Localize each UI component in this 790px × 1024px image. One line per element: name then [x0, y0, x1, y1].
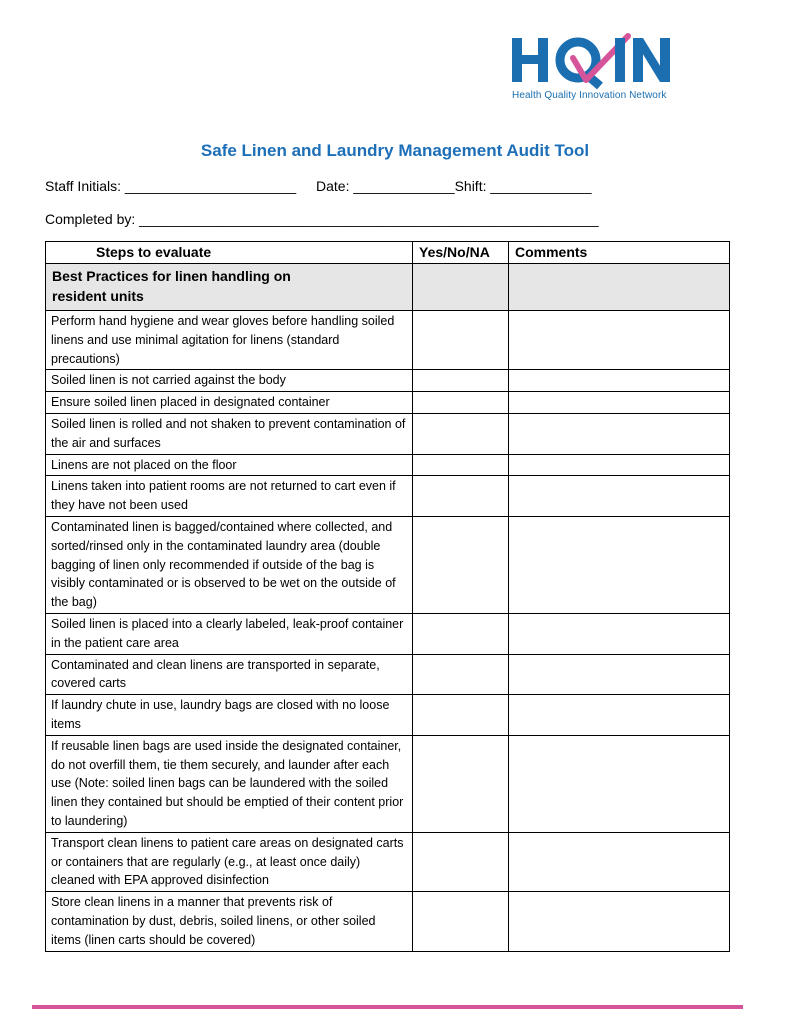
staff-initials-field[interactable]: Staff Initials: ______________________	[45, 178, 297, 194]
page-title: Safe Linen and Laundry Management Audit Tool	[200, 141, 590, 160]
step-text: Soiled linen is placed into a clearly labeled, leak-proof container in the patient care area	[46, 613, 413, 654]
yes-no-na-cell[interactable]	[413, 516, 509, 613]
table-row	[46, 311, 730, 370]
yes-no-na-cell[interactable]	[413, 695, 509, 736]
comments-cell[interactable]	[509, 735, 730, 832]
yes-no-na-cell[interactable]	[413, 370, 509, 392]
section-heading: Best Practices for linen handling on resident units	[46, 264, 413, 311]
comments-cell[interactable]	[509, 392, 730, 414]
header-yes-no-na: Yes/No/NA	[413, 242, 509, 264]
yes-no-na-cell[interactable]	[413, 454, 509, 476]
header-comments: Comments	[509, 242, 730, 264]
table-row	[46, 392, 730, 414]
yes-no-na-cell[interactable]	[413, 892, 509, 951]
header-steps: Steps to evaluate	[46, 242, 413, 264]
comments-cell[interactable]	[509, 311, 730, 370]
comments-cell[interactable]	[509, 613, 730, 654]
footer-bar	[32, 1005, 743, 1009]
yes-no-na-cell[interactable]	[413, 654, 509, 695]
table-row	[46, 613, 730, 654]
step-text: If reusable linen bags are used inside the designated container, do not overfill them, tie them securely, and launder after each use (Note: soiled linen bags can be laundered with the soiled linen they contained but should be emptied of their content prior to laundering)	[46, 735, 413, 832]
table-row	[46, 695, 730, 736]
comments-cell[interactable]	[509, 370, 730, 392]
yes-no-na-cell[interactable]	[413, 476, 509, 517]
comments-cell[interactable]	[509, 695, 730, 736]
step-text: If laundry chute in use, laundry bags are closed with no loose items	[46, 695, 413, 736]
comments-cell[interactable]	[509, 454, 730, 476]
comments-cell[interactable]	[509, 832, 730, 891]
step-text: Linens taken into patient rooms are not returned to cart even if they have not been used	[46, 476, 413, 517]
step-text: Soiled linen is not carried against the body	[46, 370, 413, 392]
comments-cell[interactable]	[509, 476, 730, 517]
step-text: Contaminated linen is bagged/contained where collected, and sorted/rinsed only in the contaminated laundry area (double bagging of linen only recommended if outside of the bag is visibly contaminated or is observed to be wet on the outside of the bag)	[46, 516, 413, 613]
comments-cell[interactable]	[509, 413, 730, 454]
hqin-logo-mark	[510, 21, 682, 90]
step-text: Store clean linens in a manner that prevents risk of contamination by dust, debris, soiled linens, or other soiled items (linen carts should be covered)	[46, 892, 413, 951]
completed-by-field[interactable]: Completed by: ___________________________________________________________	[45, 211, 599, 227]
comments-cell[interactable]	[509, 892, 730, 951]
step-text: Ensure soiled linen placed in designated container	[46, 392, 413, 414]
yes-no-na-cell[interactable]	[413, 832, 509, 891]
date-shift-field[interactable]: Date: _____________Shift: _____________	[316, 178, 592, 194]
table-row	[46, 832, 730, 891]
table-row	[46, 413, 730, 454]
comments-cell[interactable]	[509, 654, 730, 695]
table-row	[46, 476, 730, 517]
table-row	[46, 654, 730, 695]
comments-cell[interactable]	[509, 516, 730, 613]
step-text: Contaminated and clean linens are transported in separate, covered carts	[46, 654, 413, 695]
yes-no-na-cell[interactable]	[413, 392, 509, 414]
table-row	[46, 735, 730, 832]
hqin-logo	[510, 21, 682, 106]
yes-no-na-cell[interactable]	[413, 311, 509, 370]
table-row	[46, 892, 730, 951]
yes-no-na-cell[interactable]	[413, 413, 509, 454]
logo-tagline: Health Quality Innovation Network	[512, 90, 667, 101]
section-row	[46, 264, 730, 311]
section-yes-no-na-cell	[413, 264, 509, 311]
table-row	[46, 370, 730, 392]
yes-no-na-cell[interactable]	[413, 735, 509, 832]
section-comments-cell	[509, 264, 730, 311]
logo-text: HQIN	[510, 21, 550, 38]
table-row	[46, 454, 730, 476]
step-text: Transport clean linens to patient care areas on designated carts or containers that are regularly (e.g., at least once daily) cleaned with EPA approved disinfection	[46, 832, 413, 891]
audit-table	[45, 241, 730, 952]
step-text: Linens are not placed on the floor	[46, 454, 413, 476]
yes-no-na-cell[interactable]	[413, 613, 509, 654]
step-text: Perform hand hygiene and wear gloves before handling soiled linens and use minimal agitation for linens (standard precautions)	[46, 311, 413, 370]
step-text: Soiled linen is rolled and not shaken to prevent contamination of the air and surfaces	[46, 413, 413, 454]
table-header-row	[46, 242, 730, 264]
table-row	[46, 516, 730, 613]
